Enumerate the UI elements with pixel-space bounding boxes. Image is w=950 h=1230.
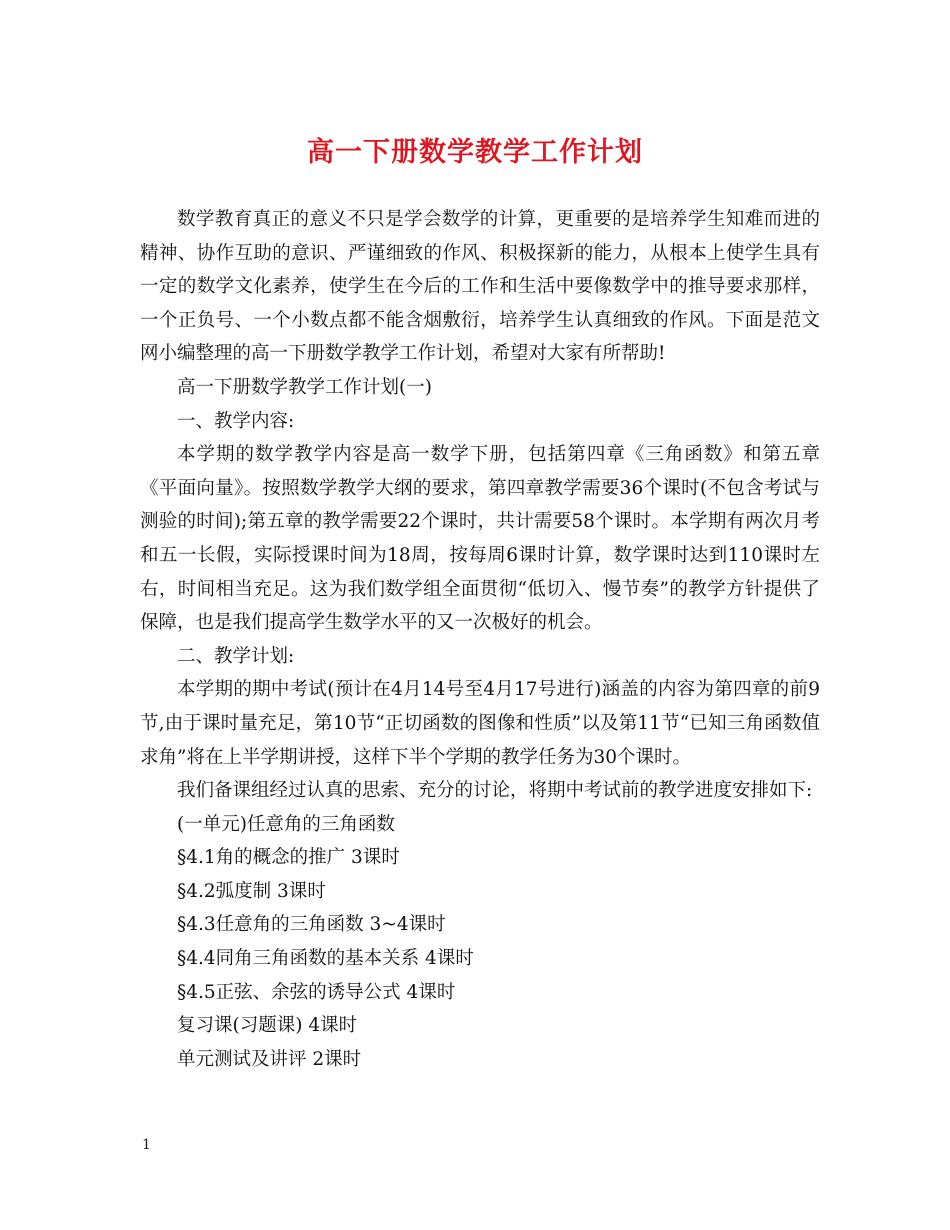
page-number: 1: [142, 1137, 151, 1153]
document-body: [140, 203, 820, 1076]
list-item: 复习课(习题课) 4课时: [177, 1015, 358, 1037]
list-item: §4.3任意角的三角函数 3~4课时: [177, 914, 446, 936]
list-item: §4.4同角三角函数的基本关系 4课时: [177, 948, 474, 970]
section-heading-content: 一、教学内容:: [177, 410, 295, 432]
list-item: §4.2弧度制 3课时: [177, 880, 326, 902]
schedule-intro: 我们备课组经过认真的思索、充分的讨论，将期中考试前的教学进度安排如下:: [177, 780, 813, 802]
section-heading-plan-one: 高一下册数学教学工作计划(一): [177, 376, 432, 398]
plan-paragraph: 本学期的期中考试(预计在4月14号至4月17号进行)涵盖的内容为第四章的前9节,由于课时量充足，第10节“正切函数的图像和性质”以及第11节“已知三角函数值求角”将在上半学期讲授，这样下半个学期的教学任务为30个课时。: [140, 679, 820, 768]
unit-heading: (一单元)任意角的三角函数: [177, 813, 395, 835]
list-item: 单元测试及讲评 2课时: [177, 1048, 362, 1070]
document-title: 高一下册数学教学工作计划: [307, 137, 643, 168]
intro-paragraph: 数学教育真正的意义不只是学会数学的计算，更重要的是培养学生知难而进的精神、协作互助的意识、严谨细致的作风、积极探新的能力，从根本上使学生具有一定的数学文化素养，使学生在今后的工作和生活中要像数学中的推导要求那样，一个正负号、一个小数点都不能含烟敷衍，培养学生认真细致的作风。下面是范文网小编整理的高一下册数学教学工作计划，希望对大家有所帮助!: [140, 209, 820, 365]
content-paragraph: 本学期的数学教学内容是高一数学下册，包括第四章《三角函数》和第五章《平面向量》。按照数学教学大纲的要求，第四章教学需要36个课时(不包含考试与测验的时间);第五章的教学需要22个课时，共计需要58个课时。本学期有两次月考和五一长假，实际授课时间为18周，按每周6课时计算，数学课时达到110课时左右，时间相当充足。这为我们数学组全面贯彻“低切入、慢节奏”的教学方针提供了保障，也是我们提高学生数学水平的又一次极好的机会。: [140, 444, 820, 634]
list-item: §4.1角的概念的推广 3课时: [177, 847, 400, 869]
list-item: §4.5正弦、余弦的诱导公式 4课时: [177, 981, 456, 1003]
section-heading-plan: 二、教学计划:: [177, 645, 295, 667]
